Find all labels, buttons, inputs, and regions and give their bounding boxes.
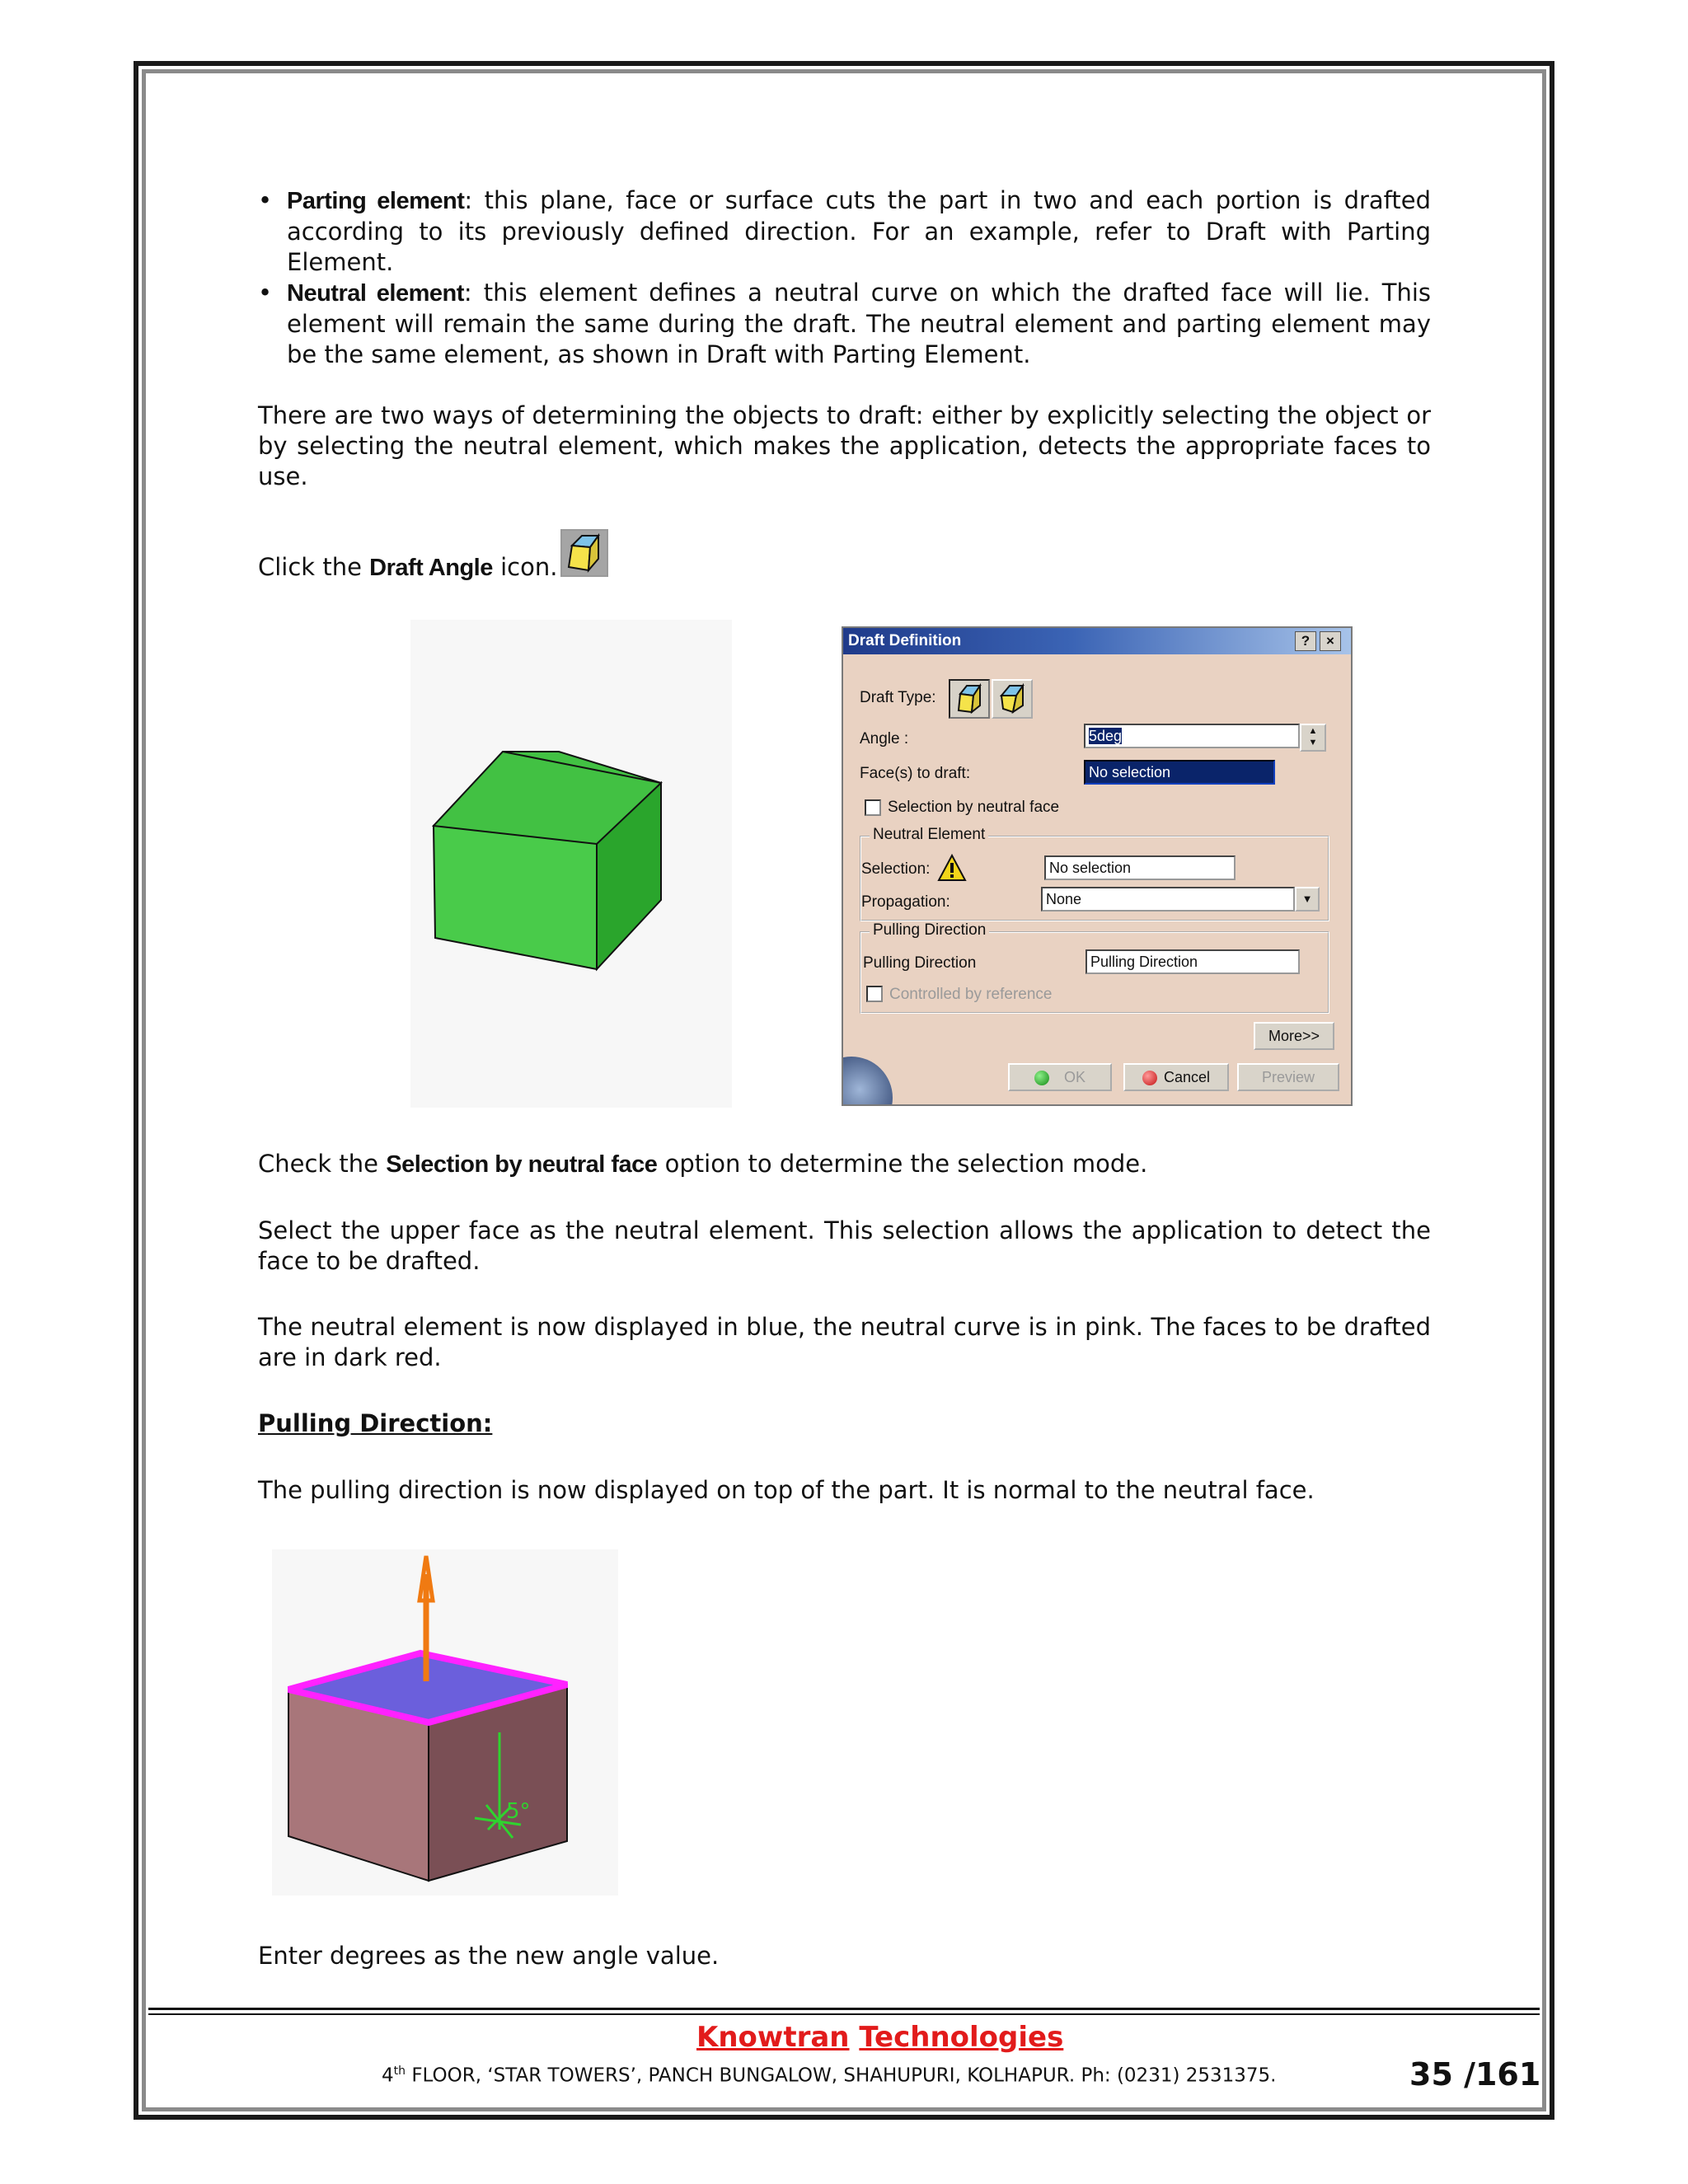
pulling-direction-title: Pulling Direction <box>870 921 989 940</box>
drafted-cube-image <box>272 1549 618 1896</box>
selection-by-neutral-label: Selection by neutral face <box>888 799 1060 816</box>
selection-label: Selection: <box>861 860 931 878</box>
controlled-by-reference-label: Controlled by reference <box>889 986 1053 1003</box>
definition-text: : this element defines a neutral curve on which the drafted face will lie. This element will remain the same during the draft. The neutral element and parting element may be the same element, as shown in Draft with Parting Element. <box>287 279 1431 368</box>
definition-text: : this plane, face or surface cuts the part in two and each portion is drafted according to its previously defined direction. For an example, refer to Draft with Parting Element. <box>287 186 1431 276</box>
draft-definition-dialog <box>842 626 1353 1106</box>
footer-rule-thin <box>148 2013 1540 2015</box>
preview-button[interactable]: Preview <box>1237 1063 1339 1091</box>
paragraph-pulling-direction: The pulling direction is now displayed on top of the part. It is normal to the neutral face. <box>258 1476 1315 1504</box>
pulling-direction-label: Pulling Direction <box>863 954 977 972</box>
angle-label: Angle : <box>860 730 909 748</box>
controlled-by-reference-checkbox[interactable] <box>866 986 883 1002</box>
pulling-direction-field[interactable]: Pulling Direction <box>1085 949 1300 974</box>
angle-annotation: 5° <box>506 1799 531 1824</box>
list-item: • Neutral element: this element defines a neutral curve on which the drafted face will lie. This element will remain the same during the draft. The neutral element and parting element may be the same element, as shown in Draft with Parting Element. <box>258 279 1431 368</box>
draft-type-label: Draft Type: <box>860 689 936 706</box>
neutral-element-title: Neutral Element <box>870 826 988 844</box>
chevron-down-icon[interactable]: ▼ <box>1295 887 1320 912</box>
cancel-icon <box>1142 1071 1157 1085</box>
warning-icon <box>937 854 967 882</box>
propagation-label: Propagation: <box>861 893 950 911</box>
paragraph-enter-degrees: Enter degrees as the new angle value. <box>258 1942 720 1970</box>
draft-type-constant-icon[interactable] <box>949 679 990 719</box>
paragraph-neutral-display: The neutral element is now displayed in blue, the neutral curve is in pink. The faces to be drafted are in dark red. <box>258 1313 1431 1371</box>
neutral-selection-field[interactable]: No selection <box>1044 855 1236 880</box>
term-parting-element: Parting element <box>287 188 465 214</box>
click-draft-angle-line: Click the Draft Angle icon. <box>258 553 558 581</box>
term-neutral-element: Neutral element <box>287 280 464 307</box>
faces-label: Face(s) to draft: <box>860 765 971 782</box>
check-selection-line: Check the Selection by neutral face option to determine the selection mode. <box>258 1150 1148 1178</box>
selection-by-neutral-checkbox[interactable] <box>865 799 881 816</box>
ok-icon <box>1034 1071 1049 1085</box>
draft-type-variable-icon[interactable] <box>992 679 1033 719</box>
paragraph-two-ways: There are two ways of determining the objects to draft: either by explicitly selecting the object or by selecting the neutral element, which makes the application, detects the appropriate faces to use. <box>258 401 1431 490</box>
company-name: Knowtran Technologies <box>696 2021 1064 2054</box>
heading-pulling-direction: Pulling Direction: <box>258 1409 493 1437</box>
dialog-title: Draft Definition <box>848 632 962 649</box>
page-number: 35 /161 <box>1409 2056 1541 2093</box>
definition-list <box>258 185 1431 370</box>
angle-input[interactable]: 5deg <box>1084 724 1300 748</box>
propagation-select[interactable]: None <box>1041 887 1295 912</box>
green-cube-image <box>410 620 732 1108</box>
faces-to-draft-field[interactable]: No selection <box>1084 760 1275 785</box>
more-button[interactable]: More>> <box>1254 1022 1334 1050</box>
spin-down-icon: ▼ <box>1308 738 1318 748</box>
draft-angle-icon <box>560 529 608 577</box>
help-button[interactable]: ? <box>1295 631 1316 651</box>
cancel-button[interactable]: Cancel <box>1123 1063 1229 1091</box>
globe-decoration <box>842 1057 893 1106</box>
close-button[interactable]: × <box>1320 631 1341 651</box>
company-address: 4th FLOOR, ‘STAR TOWERS’, PANCH BUNGALOW, SHAHUPURI, KOLHAPUR. Ph: (0231) 2531375. <box>382 2064 1277 2087</box>
angle-spinner[interactable] <box>1300 724 1326 752</box>
dialog-titlebar <box>843 628 1351 654</box>
ok-button[interactable]: OK <box>1008 1063 1112 1091</box>
list-item: • Parting element: this plane, face or surface cuts the part in two and each portion is drafted according to its previously defined direction. For an example, refer to Draft with Parting Element. <box>258 186 1431 276</box>
footer-rule <box>148 2008 1540 2010</box>
paragraph-select-upper-face: Select the upper face as the neutral element. This selection allows the application to detect the face to be drafted. <box>258 1216 1431 1275</box>
spin-up-icon: ▲ <box>1308 726 1318 736</box>
